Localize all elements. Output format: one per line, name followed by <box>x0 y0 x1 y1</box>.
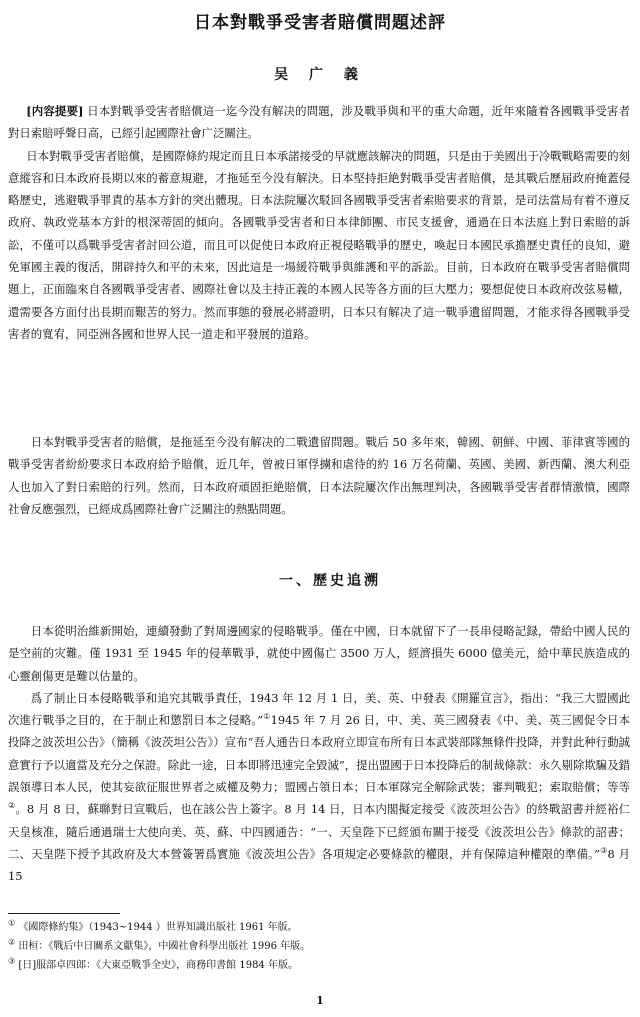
footnote-mark: ① <box>8 918 16 928</box>
footnote-mark: ③ <box>8 956 16 966</box>
footnote-ref-2[interactable]: ② <box>8 801 16 811</box>
body-text-segment: 8 月 15 <box>8 846 631 884</box>
footnote-ref-1[interactable]: ① <box>263 712 271 722</box>
abstract-paragraph-2: 日本對戰爭受害者賠償，是國際條約規定而且日本承諾接受的早就應該解决的問題，只是由于美國出于冷戰戰略需要的刻意縱容和日本政府長期以來的蓄意規避，才拖延至今没有解決。日本堅持拒絶對戰爭受害者賠償，是其戰后歷届政府掩蓋侵略歷史，逃避戰爭罪責的基本方針的突出體現。日本法院屢次駁回各國戰爭受害者索賠要求的背景，是司法當局有着不遵反政府、執政党基本方針的根深蒂固的傾向。各國戰爭受害者和日本律師團、市民支援會，通過在日本法庭上對日索賠的訴訟，不僅可以爲戰爭受害者討回公道，而且可以促使日本政府正視侵略戰爭的歷史，喚起日本國民承擔歷史責任的良知，避免軍國主義的復活，開辟持久和平的未來，因此這是一場緩符戰爭與維護和平的訴訟。目前，日本政府在戰爭受害者賠償問題上，正面臨來自各國戰爭受害者、國際社會以及主持正義的本國人民等各方面的巨大壓力；要想促使日本政府改弦易轍，還需要各方面付出長期而艱苦的努力。然而事態的發展必將證明，日本只有解决了這一戰爭遺留問題，才能求得各國戰爭受害者的寬宥，同亞洲各國和世界人民一道走和平發展的道路。 <box>8 148 630 341</box>
body-text-segment: 爲了制止日本侵略戰爭和追究其戰爭責任，1943 年 12 月 1 日，美、英、中發表《開羅宣言》，指出：“我三大盟國此次進行戰爭之目的，在于制止和懲罰日本之侵略。” <box>8 690 630 728</box>
footnote-text: 田桓：《戰后中日關系文獻集》，中國社會科學出版社 1996 年版。 <box>18 941 311 952</box>
footnote-item <box>8 918 628 937</box>
article-title: 日本對戰爭受害者賠償問題述評 <box>194 13 446 33</box>
footnote-divider <box>8 913 120 914</box>
body-text-segment: 1945 年 7 月 26 日，中、美、英三國發表《中、美、英三國促令日本投降之波茨坦公告》（簡稱《波茨坦公告》）宣布“吾人通告日本政府立即宣布所有日本武裝部隊無條件投降，并對此种行動誠意實行予以適當及充分之保證。除此一途，日本即將迅速完全毀滅”，提出盟國于日本投降后的制裁條款：永久剔除欺騙及錯誤領導日本人民，使其妄欲征服世界者之威權及勢力；盟國占領日本；日本軍隊完全解除武裝；審判戰犯；索取賠償；等等 <box>8 713 631 795</box>
footnote-ref-3[interactable]: ③ <box>599 846 608 856</box>
body-text-segment: 。8 月 8 日，蘇聯對日宣戰后，也在該公告上簽字。8 月 14 日，日本内閣擬定接受《波茨坦公告》的終戰詔書并經裕仁天皇核准，隨后通過瑞士大使向美、英、蘇、中四國通告：“一、天皇陛下已經頒布關于接受《波茨坦公告》條款的詔書；二、天皇陛下授予其政府及大本營簽署爲實施《波茨坦公告》各項規定必要條款的權限，并有保障這种權限的準備。” <box>8 802 630 861</box>
page-number: 1 <box>316 994 324 1007</box>
footnote-mark: ② <box>8 937 16 947</box>
section-body <box>8 620 630 888</box>
footnote-item <box>8 956 628 975</box>
introduction <box>8 431 630 520</box>
abstract <box>8 100 630 345</box>
author-name: 吴 广 義 <box>274 67 366 83</box>
footnotes <box>8 918 628 975</box>
body-paragraph-2 <box>8 687 630 888</box>
section-heading: 一、歷史追溯 <box>279 573 381 589</box>
intro-paragraph: 日本對戰爭受害者的賠償，是拖延至今没有解决的二戰遺留問題。戰后 50 多年來，韓國、朝鮮、中國、菲律賓等國的戰爭受害者紛紛要求日本政府給予賠償，近几年，曾被日軍俘擄和虐待的約 16 万名荷蘭、英國、美國、新西蘭、澳大利亞人也加入了對日索賠的行列。然而，日本政府頑固拒絶賠償，日本法院屢次作出無理判决，各國戰爭受害者群情激憤，國際社會反應强烈，已經成爲國際社會广泛關注的熱點問題。 <box>8 435 630 516</box>
footnote-item <box>8 937 628 956</box>
abstract-label: [内容提要] <box>26 104 84 118</box>
footnote-text: 《國際條約集》（1943~1944 ）世界知識出版社 1961 年版。 <box>18 922 298 933</box>
abstract-paragraph <box>8 100 630 145</box>
footnote-text: [日]服部卓四郎：《大東亞戰爭全史》，商務印書館 1984 年版。 <box>18 960 298 971</box>
abstract-text: 日本對戰爭受害者賠償這一迄今没有解决的問題，涉及戰爭與和平的重大命題，近年來隨着各國戰爭受害者對日索賠呼聲日高，已經引起國際社會广泛關注。 <box>8 104 630 141</box>
body-paragraph-1: 日本從明治維新開始，連續發動了對周邊國家的侵略戰爭。僅在中國，日本就留下了一長串侵略記録，帶給中國人民的是空前的灾難。僅 1931 至 1945 年的侵華戰爭，就使中國傷亡 3500 万人，經濟損失 6000 億美元，給中華民族造成的心靈創傷更是難以估量的。 <box>8 624 630 683</box>
